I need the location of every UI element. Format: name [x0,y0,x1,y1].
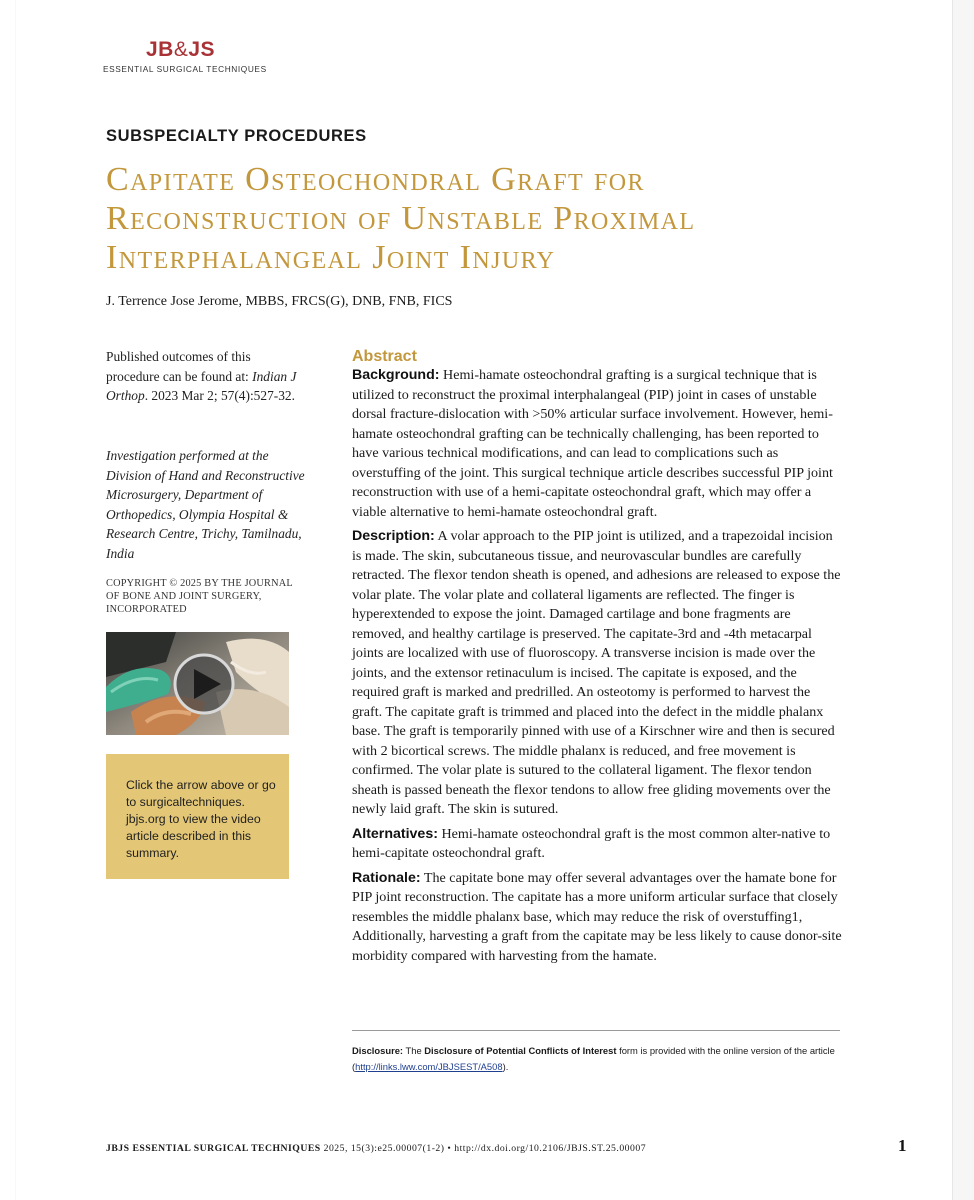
abstract-background: Background: Hemi-hamate osteochondral grafting is a surgical technique that is utilized to reconstruct the proximal interphalangeal (PIP) joint in cases of unstable dorsal fracture-dislocation with >50% articular surface involvement. However, hemi-hamate osteochondral grafting can be technically challenging, has been reported to have various technical modifications, and can lead to complications such as overstuffing of the joint. This surgical technique article describes successful PIP joint reconstruction with use of a hemi-capitate osteochondral graft, which may offer a viable alternative to hemi-hamate osteochondral graft. [352,367,833,520]
disclosure-link[interactable]: http://links.lww.com/JBJSEST/A508 [355,1061,503,1072]
disclosure-divider [352,1030,840,1031]
article-title: Capitate Osteochondral Graft for Reconstruction of Unstable Proximal Interphalangeal Joint Injury [106,161,696,276]
abstract-rationale: Rationale: The capitate bone may offer several advantages over the hamate bone for PIP joint reconstruction. The capitate has a more uniform articular surface that closely resembles the middle phalanx base, which may reduce the risk of overstuffing1, Additionally, harvesting a graft from the capitate may be less likely to cause donor-site morbidity compared with harvesting from the hamate. [352,869,842,964]
logo-ampersand: & [173,38,189,61]
video-thumbnail[interactable] [106,632,289,735]
outcomes-journal: Indian J Orthop [106,368,297,403]
copyright-notice: COPYRIGHT © 2025 BY THE JOURNAL OF BONE AND JOINT SURGERY, INCORPORATED [106,578,293,615]
page-number: 1 [898,1136,907,1155]
video-callout-box [106,754,289,879]
section-label: SUBSPECIALTY PROCEDURES [106,127,367,145]
logo-mark: JB&JS [145,38,216,61]
investigation-note: Investigation performed at the Division of Hand and Reconstructive Microsurgery, Department of Orthopedics, Olympia Hospital & Research Centre, Trichy, Tamilnadu, India [106,448,305,561]
published-outcomes: Published outcomes of this procedure can be found at: Indian J Orthop. 2023 Mar 2; 57(4):527-32. [106,349,297,403]
abstract-alternatives: Alternatives: Hemi-hamate osteochondral graft is the most common alter-native to hemi-capitate osteochondral graft. [352,825,831,861]
disclosure-form-name: Disclosure of Potential Conflicts of Interest [424,1045,617,1056]
page-edge [952,0,974,1200]
video-callout-text: Click the arrow above or go to surgicaltechniques. jbjs.org to view the video article described in this summary. [126,778,276,860]
author-line: J. Terrence Jose Jerome, MBBS, FRCS(G), DNB, FNB, FICS [106,294,453,309]
footer-citation: 2025, 15(3):e25.00007(1-2) • http://dx.doi.org/10.2106/JBJS.ST.25.00007 [323,1143,647,1154]
disclosure: Disclosure: The Disclosure of Potential Conflicts of Interest form is provided with the online version of the article (http://links.lww.com/JBJSEST/A508). [352,1045,835,1072]
play-icon[interactable] [175,655,233,713]
abstract [352,347,842,971]
page-footer [106,1143,646,1154]
abstract-heading: Abstract [352,348,417,365]
outcomes-citation: . 2023 Mar 2; 57(4):527-32. [144,388,295,403]
footer-journal: JBJS ESSENTIAL SURGICAL TECHNIQUES [106,1143,321,1154]
abstract-description: Description: A volar approach to the PIP joint is utilized, and a trapezoidal incision is made. The skin, subcutaneous tissue, and neurovascular bundles are carefully retracted. The flexor tendon sheath is opened, and adhesions are released to expose the volar plate. The volar plate and collateral ligaments are reflected. The finger is hyperextended to expose the joint. Damaged cartilage and bone fragments are removed, and healthy cartilage is preserved. The capitate-3rd and -4th metacarpal joints are localized with use of fluoroscopy. A transverse incision is made over the joints, and the extensor retinaculum is incised. The capitate is exposed, and the required graft is marked and predrilled. An osteotomy is performed to harvest the graft. The capitate graft is trimmed and placed into the defect in the middle phalanx base. The graft is temporarily pinned with use of a Kirschner wire and then is secured with 2 bicortical screws. The middle phalanx is reduced, and free movement is confirmed. The volar plate is sutured to the collateral ligament. The flexor tendon sheath is passed beneath the flexor tendons to allow free gliding movements over the newly laid graft. The skin is sutured. [352,528,841,817]
logo-subtitle: ESSENTIAL SURGICAL TECHNIQUES [103,64,267,74]
journal-logo[interactable] [103,38,267,74]
